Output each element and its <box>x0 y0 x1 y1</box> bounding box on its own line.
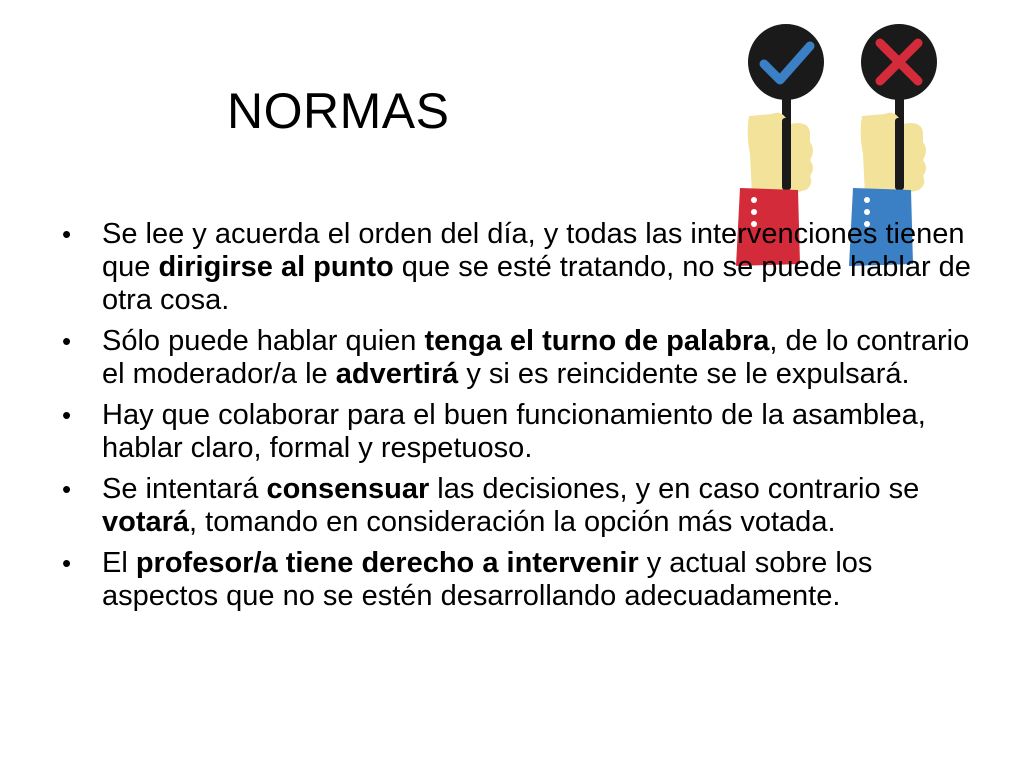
rule-item <box>62 399 972 465</box>
rule-text-emphasis: tenga el turno de palabra <box>424 325 770 357</box>
rule-text-segment: las decisiones, y en caso contrario se <box>429 473 920 505</box>
rule-item <box>62 473 972 539</box>
bullet-icon: • <box>62 400 72 430</box>
rule-text-emphasis: profesor/a tiene derecho a intervenir <box>135 547 639 579</box>
cuff-dot <box>864 209 870 215</box>
cuff-dot <box>864 197 870 203</box>
rule-text-emphasis: dirigirse al punto <box>158 251 394 283</box>
rule-text-segment: Sólo puede hablar quien <box>102 325 425 357</box>
rule-text-segment: Hay que colaborar para el buen funcionamiento de la asamblea, hablar claro, formal y respetuoso. <box>102 399 926 464</box>
rule-text <box>102 473 919 538</box>
rule-text-emphasis: consensuar <box>266 473 430 505</box>
bullet-icon: • <box>62 474 72 504</box>
rule-text <box>102 325 969 390</box>
rule-text-segment: , de lo contrario el moderador/a le <box>102 325 970 390</box>
rule-text <box>102 218 971 316</box>
rule-text-segment: y actual sobre los aspectos que no se estén desarrollando adecuadamente. <box>102 547 873 612</box>
check-sign-disc <box>748 24 824 100</box>
bullet-icon: • <box>62 548 72 578</box>
rule-item <box>62 547 972 613</box>
rules-list <box>62 218 972 621</box>
left-hand <box>748 113 813 196</box>
bullet-icon: • <box>62 219 72 249</box>
rule-text-segment: , tomando en consideración la opción más votada. <box>189 506 836 538</box>
right-hand <box>861 113 926 196</box>
bullet-icon: • <box>62 326 72 356</box>
rule-text <box>102 547 872 612</box>
rule-text-segment: que se esté tratando, no se puede hablar de otra cosa. <box>102 251 971 316</box>
rule-text-emphasis: advertirá <box>335 358 459 390</box>
rule-text <box>102 399 926 464</box>
rule-text-emphasis: votará <box>102 506 190 538</box>
rule-text-segment: y si es reincidente se le expulsará. <box>458 358 910 390</box>
left-hand-stick <box>782 118 791 190</box>
rule-text-segment: Se intentará <box>102 473 267 505</box>
right-hand-stick <box>895 118 904 190</box>
rule-item <box>62 325 972 391</box>
rule-item <box>62 218 972 317</box>
rule-text-segment: Se lee y acuerda el orden del día, y todas las intervenciones tienen que <box>102 218 965 283</box>
rule-text-segment: El <box>102 547 136 579</box>
cuff-dot <box>751 197 757 203</box>
cuff-dot <box>751 209 757 215</box>
slide-title: NORMAS <box>227 83 450 139</box>
